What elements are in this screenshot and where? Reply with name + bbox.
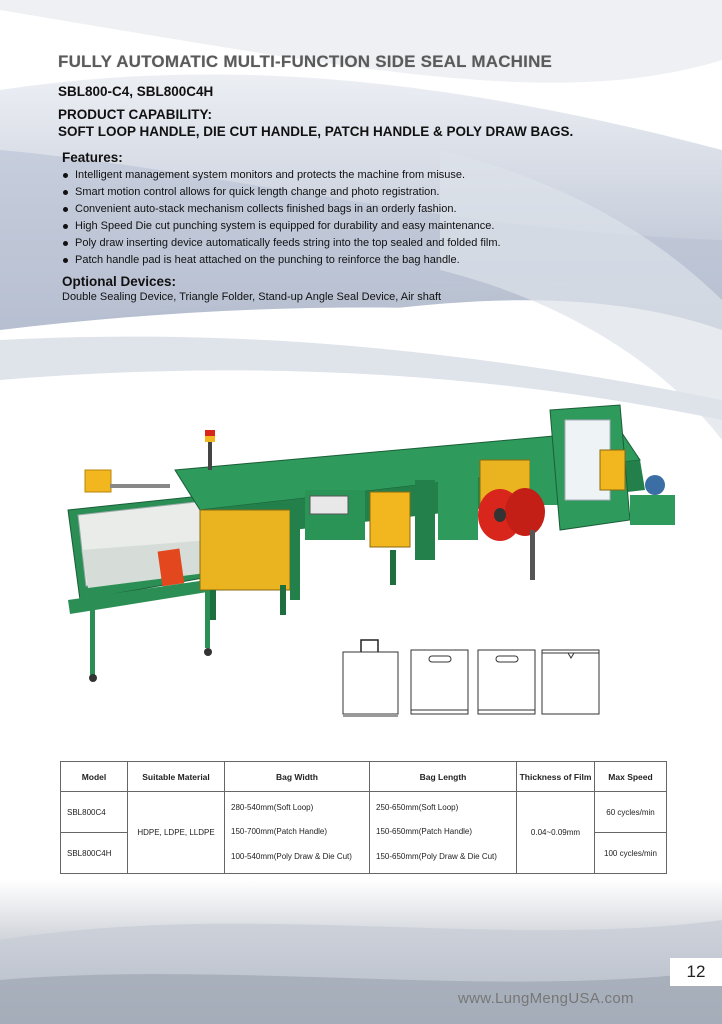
width-value: 100-540mm(Poly Draw & Die Cut) <box>231 851 352 861</box>
table-cell-model: SBL800C4H <box>61 833 128 874</box>
optional-devices-text: Double Sealing Device, Triangle Folder, Stand-up Angle Seal Device, Air shaft <box>62 291 442 303</box>
table-header: Model <box>61 762 128 792</box>
width-value: 150-700mm(Patch Handle) <box>231 827 328 836</box>
table-cell-material: HDPE, LDPE, LLDPE <box>128 792 225 874</box>
poly-draw-bag-icon <box>542 650 599 714</box>
optional-devices-heading: Optional Devices: <box>62 274 177 289</box>
capability-heading: PRODUCT CAPABILITY: <box>58 107 212 122</box>
spec-table <box>60 761 667 874</box>
list-item: Smart motion control allows for quick length change and photo registration. <box>62 184 501 201</box>
list-item: Intelligent management system monitors and protects the machine from misuse. <box>62 167 501 184</box>
table-cell-length <box>370 792 517 874</box>
list-item: Patch handle pad is heat attached on the punching to reinforce the bag handle. <box>62 252 501 269</box>
website-url: www.LungMengUSA.com <box>458 990 634 1007</box>
patch-handle-bag-icon <box>478 650 535 714</box>
features-list <box>62 167 501 268</box>
red-rollers <box>478 488 545 580</box>
length-value: 150-650mm(Poly Draw & Die Cut) <box>376 851 497 861</box>
unwind-stand <box>550 405 675 530</box>
die-cut-bag-icon <box>411 650 468 714</box>
table-row <box>61 792 667 833</box>
page-number: 12 <box>670 958 722 986</box>
length-value: 250-650mm(Soft Loop) <box>376 802 459 812</box>
table-cell-speed: 100 cycles/min <box>595 833 667 874</box>
table-cell-speed: 60 cycles/min <box>595 792 667 833</box>
table-cell-width <box>225 792 370 874</box>
table-header: Suitable Material <box>128 762 225 792</box>
model-numbers: SBL800-C4, SBL800C4H <box>58 84 214 99</box>
table-header: Thickness of Film <box>517 762 595 792</box>
list-item: High Speed Die cut punching system is equipped for durability and easy maintenance. <box>62 218 501 235</box>
capability-text: SOFT LOOP HANDLE, DIE CUT HANDLE, PATCH HANDLE & POLY DRAW BAGS. <box>58 124 574 139</box>
table-header: Max Speed <box>595 762 667 792</box>
table-header: Bag Length <box>370 762 517 792</box>
table-header: Bag Width <box>225 762 370 792</box>
soft-loop-bag-icon <box>343 640 398 716</box>
list-item: Convenient auto-stack mechanism collects finished bags in an orderly fashion. <box>62 201 501 218</box>
list-item: Poly draw inserting device automatically feeds string into the top sealed and folded film. <box>62 235 501 252</box>
length-value: 150-650mm(Patch Handle) <box>376 827 473 836</box>
table-cell-thickness: 0.04~0.09mm <box>517 792 595 874</box>
table-cell-model: SBL800C4 <box>61 792 128 833</box>
page-title: FULLY AUTOMATIC MULTI-FUNCTION SIDE SEAL MACHINE <box>58 52 553 71</box>
bag-types-illustration <box>340 636 605 722</box>
width-value: 280-540mm(Soft Loop) <box>231 802 314 812</box>
table-header-row <box>61 762 667 792</box>
features-heading: Features: <box>62 150 123 165</box>
